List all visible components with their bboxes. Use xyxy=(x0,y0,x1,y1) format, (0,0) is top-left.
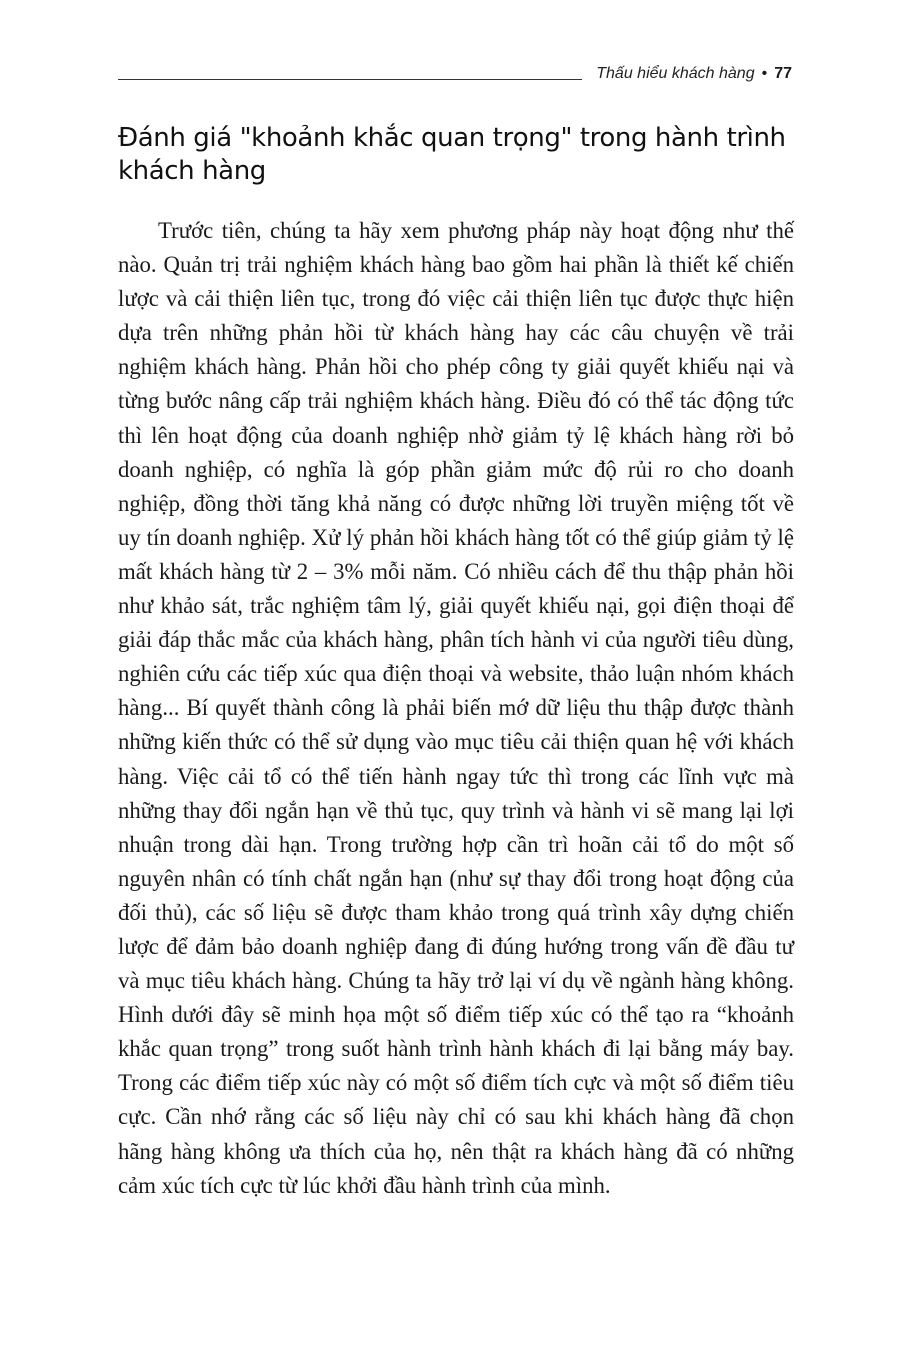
header-rule xyxy=(118,79,582,80)
section-heading: Đánh giá "khoảnh khắc quan trọng" trong hành trình khách hàng xyxy=(118,123,786,186)
body-paragraph: Trước tiên, chúng ta hãy xem phương pháp này hoạt động như thế nào. Quản trị trải nghiệm khách hàng bao gồm hai phần là thiết kế chiến lược và cải thiện liên tục, trong đó việc cải thiện liên tục được thực hiện dựa trên những phản hồi từ khách hàng hay các câu chuyện về trải nghiệm khách hàng. Phản hồi cho phép công ty giải quyết khiếu nại và từng bước nâng cấp trải nghiệm khách hàng. Điều đó có thể tác động tức thì lên hoạt động của doanh nghiệp nhờ giảm tỷ lệ khách hàng rời bỏ doanh nghiệp, có nghĩa là góp phần giảm mức độ rủi ro cho doanh nghiệp, đồng thời tăng khả năng có được những lời truyền miệng tốt về uy tín doanh nghiệp. Xử lý phản hồi khách hàng tốt có thể giúp giảm tỷ lệ mất khách hàng từ 2 – 3% mỗi năm. Có nhiều cách để thu thập phản hồi như khảo sát, trắc nghiệm tâm lý, giải quyết khiếu nại, gọi điện thoại để giải đáp thắc mắc của khách hàng, phân tích hành vi của người tiêu dùng, nghiên cứu các tiếp xúc qua điện thoại và website, thảo luận nhóm khách hàng... Bí quyết thành công là phải biến mớ dữ liệu thu thập được thành những kiến thức có thể sử dụng vào mục tiêu cải thiện quan hệ với khách hàng. Việc cải tổ có thể tiến hành ngay tức thì trong các lĩnh vực mà những thay đổi ngắn hạn về thủ tục, quy trình và hành vi sẽ mang lại lợi nhuận trong dài hạn. Trong trường hợp cần trì hoãn cải tổ do một số nguyên nhân có tính chất ngắn hạn (như sự thay đổi trong hoạt động của đối thủ), các số liệu sẽ được tham khảo trong quá trình xây dựng chiến lược để đảm bảo doanh nghiệp đang đi đúng hướng trong vấn đề đầu tư và mục tiêu khách hàng. Chúng ta hãy trở lại ví dụ về ngành hàng không. Hình dưới đây sẽ minh họa một số điểm tiếp xúc có thể tạo ra “khoảnh khắc quan trọng” trong suốt hành trình hành khách đi lại bằng máy bay. Trong các điểm tiếp xúc này có một số điểm tích cực và một số điểm tiêu cực. Cần nhớ rằng các số liệu này chỉ có sau khi khách hàng đã chọn hãng hàng không ưa thích của họ, nên thật ra khách hàng đã có những cảm xúc tích cực từ lúc khởi đầu hành trình của mình. xyxy=(118,218,794,1198)
running-header xyxy=(118,62,792,86)
header-bullet: • xyxy=(761,65,768,82)
running-title: Thấu hiểu khách hàng xyxy=(596,65,755,82)
page-number: 77 xyxy=(774,65,792,82)
